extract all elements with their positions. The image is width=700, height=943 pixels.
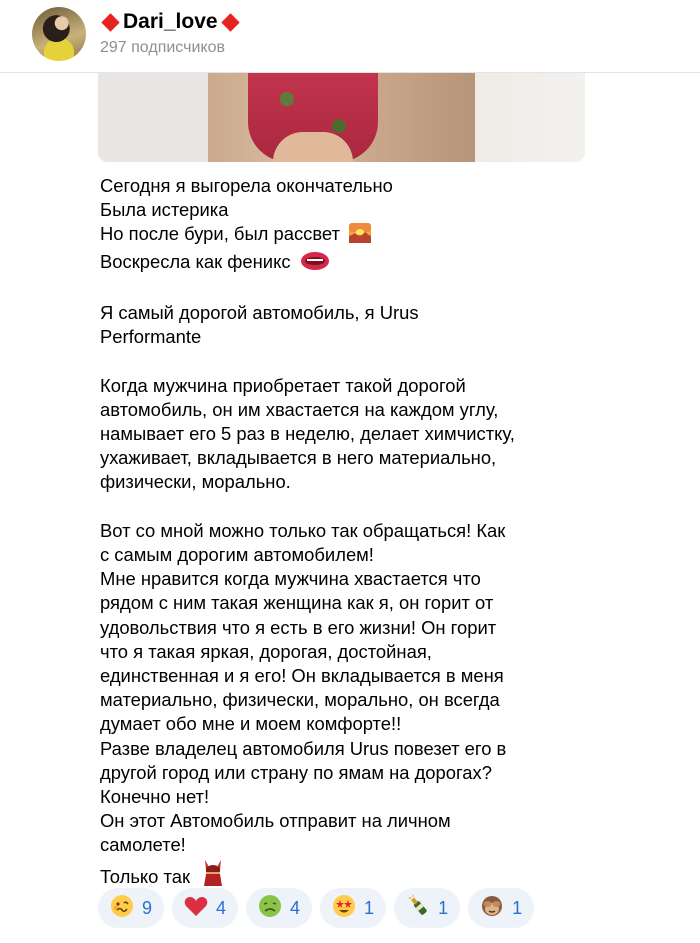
post-line: другой город или страну по ямам на дорогах? [100, 761, 492, 783]
post-line: материально, физически, морально, он всегда [100, 689, 500, 711]
post-line: самолете! [100, 834, 186, 856]
post-line: Он этот Автомобиль отправит на личном [100, 810, 451, 832]
subscriber-count: 297 подписчиков [100, 39, 225, 56]
reaction-count: 4 [290, 897, 301, 918]
channel-name-text: Dari_love [123, 10, 218, 33]
reaction-nauseated-face[interactable] [246, 888, 312, 928]
post-line: физически, морально. [100, 471, 291, 493]
post-text [100, 174, 580, 892]
red-diamond-icon [221, 13, 239, 31]
reaction-champagne[interactable] [394, 888, 460, 928]
post-line: Сегодня я выгорела окончательно [100, 175, 393, 196]
post-line: Воскресла как феникс [100, 250, 580, 277]
post-line [100, 277, 580, 301]
post-line: Я самый дорогой автомобиль, я Urus [100, 302, 419, 323]
lips-emoji-icon [300, 251, 330, 277]
woman-with-horns-emoji-icon [199, 858, 227, 892]
reaction-woozy-face[interactable] [98, 888, 164, 928]
post-line: Вот со мной можно только так обращаться! Как [100, 519, 506, 541]
red-heart-icon [184, 895, 208, 922]
reaction-count: 4 [216, 897, 227, 918]
post-line: единственная и я его! Он вкладывается в меня [100, 665, 504, 687]
post-line: удовольствия что я есть в его жизни! Он горит [100, 616, 497, 638]
post-line: с самым дорогим автомобилем! [100, 544, 374, 565]
post-line: что я такая яркая, дорогая, достойная, [100, 640, 432, 662]
channel-avatar[interactable] [32, 7, 86, 61]
post-line: ухаживает, вкладывается в него материально, [100, 447, 497, 469]
woozy-face-icon [110, 894, 134, 923]
champagne-bottle-icon [406, 894, 430, 923]
post-line: Была истерика [100, 199, 229, 221]
post-line: Только так [100, 858, 580, 892]
media-blur-left [98, 72, 208, 162]
post-line: рядом с ним такая женщина как я, он горит от [100, 592, 494, 614]
post-line: Разве владелец автомобиля Urus повезет его в [100, 737, 507, 759]
post-line: Когда мужчина приобретает такой дорогой [100, 374, 466, 396]
channel-header [0, 0, 700, 73]
reaction-count: 1 [364, 897, 375, 918]
reaction-see-no-evil-monkey[interactable] [468, 888, 534, 928]
post-line [100, 495, 580, 519]
reaction-red-heart[interactable] [172, 888, 238, 928]
post-line: думает обо мне и моем комфорте!! [100, 713, 402, 735]
post-line: Мне нравится когда мужчина хвастается что [100, 568, 481, 590]
post-line: Performante [100, 326, 202, 348]
reaction-count: 9 [142, 897, 153, 918]
post-line [100, 349, 580, 373]
post-media[interactable] [98, 72, 585, 162]
media-photo [208, 72, 475, 162]
star-struck-icon [332, 894, 356, 923]
reactions-bar [98, 888, 534, 928]
media-blur-right [475, 72, 585, 162]
post-line: намывает его 5 раз в неделю, делает химчистку, [100, 423, 515, 444]
reaction-star-struck[interactable] [320, 888, 386, 928]
post-line: автомобиль, он им хвастается на каждом углу, [100, 398, 499, 420]
channel-title[interactable] [100, 10, 241, 34]
see-no-evil-monkey-icon [480, 894, 504, 923]
post-line: Конечно нет! [100, 786, 210, 808]
sunrise-emoji-icon [349, 223, 371, 249]
post-line: Но после бури, был рассвет [100, 222, 580, 249]
reaction-count: 1 [512, 897, 523, 918]
red-diamond-icon [101, 13, 119, 31]
reaction-count: 1 [438, 897, 449, 918]
nauseated-face-icon [258, 894, 282, 923]
